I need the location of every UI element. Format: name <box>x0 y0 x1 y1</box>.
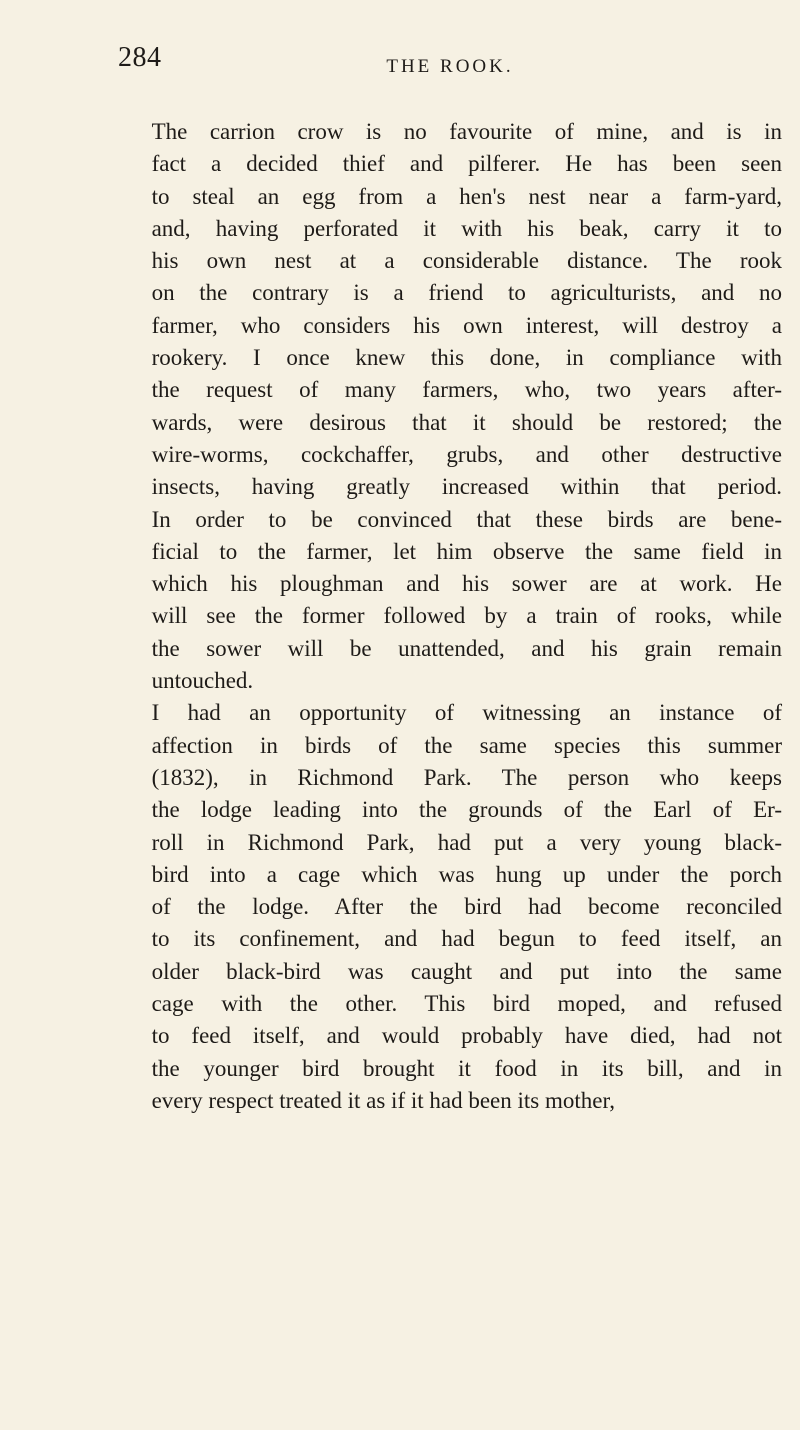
running-head: THE ROOK. <box>386 56 514 77</box>
text-line: on the contrary is a friend to agriculturists, and no <box>151 280 782 306</box>
text-line: the request of many farmers, who, two years after- <box>151 377 782 403</box>
text-line: insects, having greatly increased within that period. <box>151 474 782 500</box>
text-line: cage with the other. This bird moped, and refused <box>151 991 782 1017</box>
text-line: I had an opportunity of witnessing an instance of <box>151 700 782 726</box>
text-line: The carrion crow is no favourite of mine, and is in <box>151 119 782 144</box>
text-line: to feed itself, and would probably have died, had not <box>151 1023 782 1049</box>
text-line: In order to be convinced that these birds are bene- <box>151 506 782 532</box>
text-line: (1832), in Richmond Park. The person who keeps <box>151 764 782 790</box>
text-line: the lodge leading into the grounds of the Earl of Er- <box>151 797 782 823</box>
text-line: untouched. <box>151 668 254 694</box>
text-line: the sower will be unattended, and his grain remain <box>151 635 782 661</box>
text-line: wards, were desirous that it should be restored; the <box>151 409 782 435</box>
text-line: older black-bird was caught and put into the same <box>151 958 782 984</box>
page-number: 284 <box>118 42 162 73</box>
text-line: to its confinement, and had begun to feed itself, an <box>151 926 782 952</box>
text-line: his own nest at a considerable distance. The rook <box>151 248 782 274</box>
text-line: of the lodge. After the bird had become reconciled <box>151 894 782 920</box>
text-line: farmer, who considers his own interest, will destroy a <box>151 312 782 338</box>
text-line: roll in Richmond Park, had put a very young black- <box>151 829 782 855</box>
text-line: ficial to the farmer, let him observe the same field in <box>151 538 782 564</box>
text-line: to steal an egg from a hen's nest near a farm-yard, <box>151 183 782 209</box>
text-line: bird into a cage which was hung up under the porch <box>151 861 782 887</box>
text-line: rookery. I once knew this done, in compliance with <box>151 345 782 371</box>
page-header <box>118 42 718 82</box>
text-line: and, having perforated it with his beak, carry it to <box>151 215 782 241</box>
paragraph-1 <box>124 116 782 697</box>
text-line: the younger bird brought it food in its bill, and in <box>151 1055 782 1081</box>
text-line: which his ploughman and his sower are at work. He <box>151 571 782 597</box>
text-line: will see the former followed by a train of rooks, while <box>151 603 782 629</box>
body-text <box>124 116 782 1117</box>
text-line: fact a decided thief and pilferer. He has been seen <box>151 151 782 177</box>
text-line: wire-worms, cockchaffer, grubs, and other destructive <box>151 441 782 467</box>
paragraph-2 <box>124 697 782 1117</box>
text-line: every respect treated it as if it had been its mother, <box>151 1087 615 1113</box>
text-line: affection in birds of the same species this summer <box>151 732 782 758</box>
